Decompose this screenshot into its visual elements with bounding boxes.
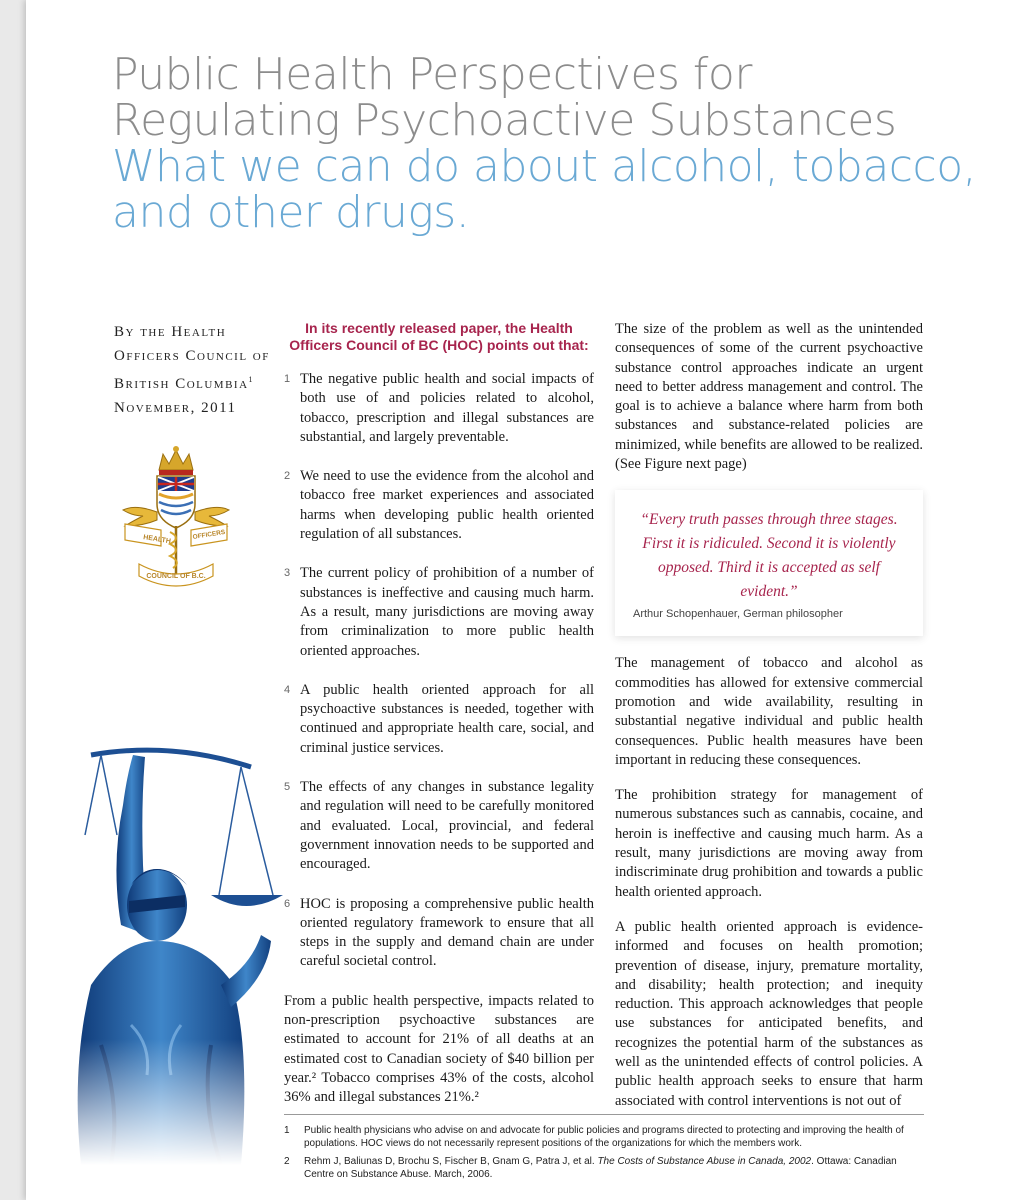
byline-line-1: By the Health: [114, 324, 227, 340]
logo-text-health: HEALTH: [142, 534, 172, 546]
footnote-number: 2: [284, 1156, 290, 1167]
list-item-text: A public health oriented approach for all psychoactive substances is needed, together with continued and appropriate health care, social, and criminal justice services.: [300, 681, 594, 756]
list-item-number: 3: [284, 567, 291, 580]
byline-line-2: Officers Council of: [114, 348, 270, 364]
byline: [114, 320, 294, 420]
quote-text: “Every truth passes through three stages. First it is ridiculed. Second it is violently opposed. Third it is accepted as self evident.”: [640, 511, 898, 601]
document-page: [26, 0, 1035, 1200]
logo-text-council: COUNCIL OF B.C.: [146, 573, 206, 580]
list-item-number: 2: [284, 470, 291, 483]
middle-column: [284, 320, 594, 1108]
list-item-text: The effects of any changes in substance legality and regulation will need to be carefully monitored and evaluated. Local, provincial, and federal government innovation needs to be supported and encouraged.: [300, 779, 594, 873]
right-column: [615, 320, 923, 1127]
approach-paragraph: A public health oriented approach is evidence-informed and focuses on health promotion; prevention of disease, injury, premature mortality, and disability; health protection; and inequity reduction. This approach acknowledges that people use substances for anticipated benefits, and recognizes the potential harm of the substances as well as the unintended effects of control policies. A public health approach seeks to ensure that harm associated with control interventions is not out of: [615, 918, 923, 1109]
list-item: [284, 895, 594, 972]
page-subtitle: What we can do about alcohol, tobacco, and other drugs.: [112, 141, 977, 238]
management-paragraph: The management of tobacco and alcohol as commodities has allowed for extensive commercial promotion and wide availability, resulting in substantial negative individual and public health consequences. Public health measures have been important in reducing these consequences.: [615, 655, 923, 768]
footnote: [284, 1155, 924, 1181]
list-item: [284, 370, 594, 447]
pull-quote: [615, 490, 923, 636]
list-item-number: 6: [284, 897, 291, 910]
footnote: [284, 1124, 924, 1150]
list-item-text: The negative public health and social impacts of both use of and policies related to alcohol, tobacco, prescription and illegal substances are substantial, and largely preventable.: [300, 371, 594, 445]
citation-title: The Costs of Substance Abuse in Canada, 2002: [597, 1156, 812, 1167]
list-item-number: 5: [284, 781, 291, 794]
footnote-divider: [284, 1114, 924, 1115]
list-item: [284, 467, 594, 544]
footnote-text: Public health physicians who advise on and advocate for public policies and programs directed to protecting and improving the health of populations. HOC views do not necessarily represent positions of the organizations for which the members work.: [304, 1125, 904, 1149]
list-item-text: We need to use the evidence from the alcohol and tobacco free market experiences and associated harms when developing public health oriented regulation of all substances.: [300, 468, 594, 543]
logo-text-officers: OFFICERS: [192, 528, 226, 541]
prohibition-paragraph: The prohibition strategy for management of numerous substances such as cannabis, cocaine, and heroin is ineffective and causing much harm. As a result, many jurisdictions are moving away from indiscriminate drug prohibition and towards a public health oriented approach.: [615, 787, 923, 900]
cost-paragraph: From a public health perspective, impacts related to non-prescription psychoactive substances are estimated to account for 21% of all deaths at an estimated cost to Canadian society of $40 billion per year.² Tobacco comprises 43% of the costs, alcohol 36% and illegal substances 21%.²: [284, 992, 594, 1106]
problem-paragraph: The size of the problem as well as the unintended consequences of some of the current psychoactive substance control approaches indicate an urgent need to better address management and control. The goal is to achieve a balance where harm from both substances and substance-related policies are minimized, while benefits are allowed to be realized. (See Figure next page): [615, 321, 923, 473]
list-item-text: The current policy of prohibition of a number of substances is ineffective and causing much harm. As a result, many jurisdictions are moving away from criminalization to more public health oriented approaches.: [300, 565, 594, 659]
footnote-text: [304, 1155, 924, 1181]
list-item-number: 1: [284, 373, 291, 385]
citation-publisher: . Ottawa: Canadian Centre on Substance Abuse. March, 2006.: [304, 1156, 897, 1180]
list-item: [284, 564, 594, 660]
intro-heading: In its recently released paper, the Health Officers Council of BC (HOC) points out that:: [289, 320, 589, 353]
byline-date: November, 2011: [114, 400, 237, 416]
list-item-text: HOC is proposing a comprehensive public health oriented regulatory framework to ensure that all steps in the supply and demand chain are under careful societal control.: [300, 895, 594, 970]
citation-authors: Rehm J, Baliunas D, Brochu S, Fischer B, Gnam G, Patra J, et al.: [304, 1156, 598, 1167]
list-item: [284, 778, 594, 874]
lady-justice-image: [61, 745, 301, 1165]
list-item: [284, 681, 594, 758]
footnote-ref-1: 1: [248, 375, 255, 384]
byline-organization: British Columbia: [114, 376, 249, 392]
footnote-number: 1: [284, 1125, 290, 1136]
quote-attribution: Arthur Schopenhauer, German philosopher: [633, 608, 843, 621]
byline-line-3: [114, 368, 294, 396]
hoc-crest-logo: [121, 440, 231, 590]
list-item-number: 4: [284, 683, 291, 696]
page-title: Public Health Perspectives for Regulating Psychoactive Substances: [112, 49, 897, 146]
